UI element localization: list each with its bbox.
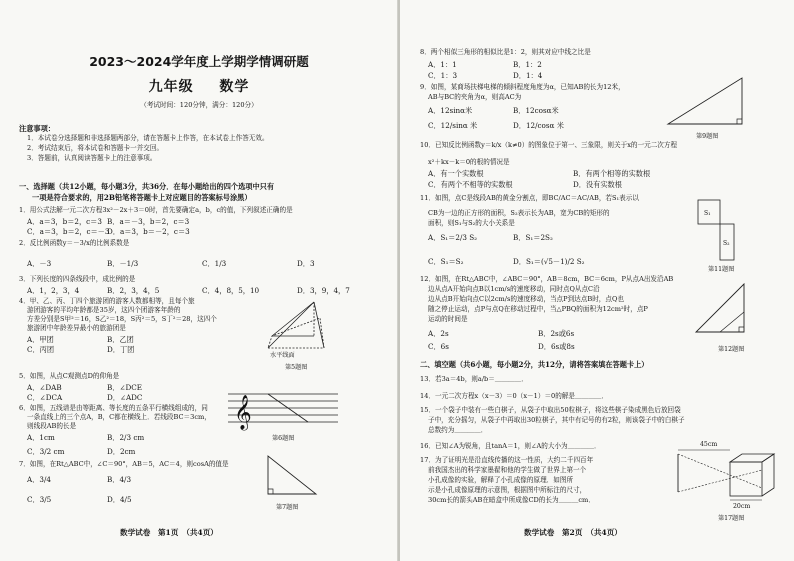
q11-option-c: C．S₁＝S₂ — [428, 257, 464, 266]
q1-options-2 — [27, 227, 202, 237]
figure-5-caption: 第5题图 — [285, 364, 308, 371]
q1-option-a: A．a＝3，b＝2，c＝3 — [27, 217, 102, 226]
q10-options — [428, 169, 683, 179]
figure-12-caption: 第12题图 — [718, 346, 745, 353]
q3-option-b: B．2，3，4，5 — [107, 286, 160, 295]
q12-option-c: C．6s — [428, 342, 449, 351]
q8-option-d: D．1：4 — [513, 71, 543, 80]
q13-text: 13．若3a＝4b，则a/b＝＿＿＿＿． — [420, 375, 528, 383]
q11-option-b: B．S₁＝2S₂ — [513, 233, 553, 242]
q6-option-b: B．2/3 cm — [107, 433, 145, 442]
figure-9-caption: 第9题图 — [696, 133, 719, 140]
q4-option-a: A．甲团 — [27, 335, 54, 344]
q1-text: 1．用公式法解一元二次方程3x²－2x＋3＝0时，首先要确定a，b，c的值，下列叙述正确的是 — [19, 206, 293, 214]
q9-options-2 — [428, 121, 593, 131]
q2-option-b: B．－1/3 — [107, 259, 139, 268]
figure-5-diagram — [262, 296, 342, 356]
q12-line-5: 运动的时间是 — [428, 315, 468, 323]
q2-text: 2．反比例函数y＝－3/x的比例系数是 — [19, 239, 130, 247]
q10-option-c: C．有两个不相等的实数根 — [428, 180, 513, 189]
figure-17-pinhole-camera — [670, 448, 780, 506]
q5-options-2 — [27, 393, 187, 403]
figure-12-triangle — [690, 278, 760, 340]
note-2: 2．考试结束后，将本试卷和答题卡一并交回。 — [27, 144, 164, 152]
q10-option-a: A．有一个实数根 — [428, 169, 484, 178]
q6-options — [27, 433, 187, 443]
q3-option-c: C．4，8，5，10 — [202, 286, 260, 295]
q2-options — [27, 259, 347, 269]
note-1: 1．本试卷分选择题和非选择题两部分，请在答题卡上作答，在本试卷上作答无效。 — [27, 134, 269, 142]
q10-option-b: B．有两个相等的实数根 — [573, 169, 651, 178]
q4-line-2: 游团游客的平均年龄都是35岁，这四个团游客年龄的 — [27, 306, 181, 314]
q17-line-5: 30cm长的箭头AB在暗盒中所成像CD的长为＿＿＿cm． — [428, 496, 595, 504]
q16-text: 16．已知∠A为锐角，且tanA＝1，则∠A的大小为＿＿＿＿． — [420, 442, 601, 450]
svg-text:S₂: S₂ — [723, 240, 730, 247]
page-1-footer: 数学试卷 第1页 （共4页） — [120, 528, 218, 537]
q12-line-4: 随之停止运动，点P与点Q在移动过程中，当△PBQ的面积为12cm²时，点P — [428, 305, 648, 313]
q9-options — [428, 106, 593, 116]
q12-options — [428, 329, 618, 339]
q3-option-d: D．3，9，4，7 — [297, 286, 350, 295]
q12-line-1: 12．如图，在Rt△ABC中，∠ABC＝90°，AB＝8cm，BC＝6cm，P从点A出发沿AB — [420, 275, 674, 283]
q2-option-d: D．3 — [297, 259, 315, 268]
q12-option-a: A．2s — [428, 329, 449, 338]
q12-option-d: D．6s或8s — [538, 342, 575, 351]
q4-line-4: 旅游团中年龄差异最小的旅游团是 — [27, 324, 126, 332]
q7-options — [27, 475, 187, 485]
time-info: （考试时间：120分钟，满分：120分） — [140, 101, 258, 109]
q5-option-a: A．∠DAB — [27, 383, 62, 392]
q7-option-d: D．4/5 — [107, 495, 132, 504]
section1-line: 一项是符合要求的，用2B铅笔将答题卡上对应题目的答案标号涂黑） — [32, 193, 252, 202]
q6-option-d: D．2cm — [107, 447, 136, 456]
q5-options — [27, 383, 187, 393]
q3-option-a: A．1，2，3，4 — [27, 286, 80, 295]
q6-line-2: 一条直线上的三个点A，B，C都在横线上．若线段BC＝3cm， — [27, 413, 211, 421]
figure-9-escalator — [662, 72, 752, 132]
q6-line-1: 6．如图，五线谱是由等距离、等长度的五条平行横线组成的，同 — [19, 404, 208, 412]
q4-line-1: 4．甲、乙、丙、丁四个旅游团的游客人数都相等，且每个旅 — [19, 297, 195, 305]
q4-line-3: 方差分别是S甲²＝16，S乙²＝18，S丙²＝5，S丁²＝28，这四个 — [27, 315, 217, 323]
q5-text: 5．如图，从点C观测点D的仰角是 — [19, 372, 120, 380]
figure-7-triangle — [262, 452, 322, 500]
q9-option-b: B．12cosα米 — [513, 106, 559, 115]
figure-11-squares — [692, 196, 752, 264]
q11-line-3: 面积，则S₁与S₂的大小关系是 — [428, 219, 515, 227]
note-3: 3．答题前，认真阅读答题卡上的注意事项。 — [27, 154, 157, 162]
q8-options-2 — [428, 71, 593, 81]
q3-options — [27, 286, 367, 296]
q15-line-1: 15．一个袋子中装有一些白棋子，从袋子中取出50粒棋子，将这些棋子染成黑色后放回袋 — [420, 406, 681, 414]
q9-option-d: D．12/cosα 米 — [513, 121, 564, 130]
q6-option-c: C．3/2 cm — [27, 447, 65, 456]
page-2-footer: 数学试卷 第2页 （共4页） — [524, 528, 622, 537]
q12-line-3: 边从点B开始向点C以2cm/s的速度移动，当点P到达点B时，点Q也 — [428, 295, 624, 303]
q6-line-3: 则线段AB的长是 — [27, 422, 77, 430]
figure-6-caption: 第6题图 — [272, 435, 295, 442]
figure-5-label: 水平线面 — [270, 352, 295, 359]
q8-option-b: B．1：2 — [513, 60, 542, 69]
q7-text: 7．如图，在Rt△ABC中，∠C＝90°，AB＝5，AC＝4，则cosA的值是 — [19, 460, 229, 468]
q17-line-3: 小孔成像的实验，解释了小孔成像的原理．如图所 — [428, 476, 574, 484]
q1-option-d: D．a＝3，b＝－2，c＝3 — [107, 227, 190, 236]
q5-option-c: C．∠DCA — [27, 393, 63, 402]
figure-11-caption: 第11题图 — [708, 266, 735, 273]
q12-option-b: B．2s或6s — [538, 329, 575, 338]
q10-options-2 — [428, 180, 683, 190]
figure-6-staff — [228, 388, 338, 430]
q11-line-1: 11．如图，点C是线段AB的黄金分割点，即BC/AC＝AC/AB，若S₁表示以 — [420, 194, 639, 202]
q1-options — [27, 217, 202, 227]
section1-heading: 一、选择题（共12小题，每小题3分，共36分．在每小题给出的四个选项中只有 — [19, 182, 275, 191]
q3-text: 3．下列长度的四条线段中，成比例的是 — [19, 275, 136, 283]
section2-heading: 二、填空题（共6小题，每小题2分，共12分，请将答案填在答题卡上） — [420, 360, 649, 369]
q5-option-d: D．∠ADC — [107, 393, 143, 402]
q9-line-2: AB与BC的夹角为α，则高AC为 — [428, 93, 522, 101]
q4-options — [27, 335, 187, 345]
q9-option-c: C．12/sinα 米 — [428, 121, 478, 130]
q12-options-2 — [428, 342, 618, 352]
grade-subject — [0, 76, 398, 96]
q17-line-2: 前我国杰出的科学家墨翟和他的学生做了世界上第一个 — [428, 466, 587, 474]
q9-option-a: A．12sinα米 — [428, 106, 473, 115]
q4-option-b: B．乙团 — [107, 335, 134, 344]
q1-option-b: B．a＝－3，b＝2，c＝3 — [107, 217, 190, 226]
q10-line-1: 10．已知反比例函数y＝k/x（k≠0）的图象位于第一、三象限，则关于x的一元二次方程 — [420, 141, 678, 149]
q11-options — [428, 233, 593, 243]
q4-option-d: D．丁团 — [107, 345, 135, 354]
q4-options-2 — [27, 345, 187, 355]
q7-option-c: C．3/5 — [27, 495, 52, 504]
q11-options-2 — [428, 257, 623, 267]
q12-line-2: 边从点A开始向点B以1cm/s的速度移动，同时点Q从点C沿 — [428, 285, 600, 293]
q17-line-1: 17．为了证明光是沿直线传播的这一性质，大约二千四百年 — [420, 456, 594, 464]
q11-option-a: A．S₁＝2/3 S₂ — [428, 233, 478, 242]
q15-line-3: 总数约为＿＿＿＿． — [428, 426, 488, 434]
svg-text:S₁: S₁ — [704, 210, 711, 217]
svg-text:𝄞: 𝄞 — [234, 395, 252, 430]
q7-option-b: B．4/3 — [107, 475, 132, 484]
q15-line-2: 子中，充分摇匀，从袋子中再取出30粒棋子，其中有记号的有2粒，则该袋子中的白棋子 — [428, 416, 685, 424]
q7-options-2 — [27, 495, 187, 505]
q9-line-1: 9．如图，某商场扶梯电梯的倾斜程度角度为α，已知AB的长为12米， — [420, 83, 625, 91]
figure-17-label-depth: 20cm — [733, 503, 751, 510]
q17-line-4: 示是小孔成像原理的示意图，根据图中所标注的尺寸， — [428, 486, 587, 494]
q5-option-b: B．∠DCE — [107, 383, 143, 392]
q1-option-c: C．a＝3，b＝2，c＝－3 — [27, 227, 110, 236]
figure-7-caption: 第7题图 — [276, 504, 299, 511]
exam-page-2 — [400, 0, 794, 561]
figure-17-label-distance: 45cm — [700, 441, 718, 448]
q8-options — [428, 60, 593, 70]
q11-option-d: D．S₁＝(√5－1)/2 S₂ — [513, 257, 585, 266]
notes-heading: 注意事项： — [19, 124, 55, 133]
figure-17-caption: 第17题图 — [718, 515, 745, 522]
q6-option-a: A．1cm — [27, 433, 55, 442]
q4-option-c: C．丙团 — [27, 345, 55, 354]
q14-text: 14．一元二次方程x（x－3）＝0（x－1）＝0的解是＿＿＿＿． — [420, 392, 608, 400]
exam-title: 2023～2024学年度上学期学情调研题 — [89, 54, 309, 69]
q8-text: 8．两个相似三角形的相似比是1：2，则其对应中线之比是 — [420, 48, 591, 56]
q7-option-a: A．3/4 — [27, 475, 51, 484]
subject-label: 数学 — [219, 79, 250, 95]
q2-option-a: A．－3 — [27, 259, 52, 268]
q11-line-2: CB为一边的正方形的面积，S₂表示长为AB，宽为CB的矩形的 — [428, 209, 610, 217]
q8-option-a: A．1：1 — [428, 60, 457, 69]
q8-option-c: C．1：3 — [428, 71, 458, 80]
q10-option-d: D．没有实数根 — [573, 180, 622, 189]
q10-line-2: x²＋kx－k＝0的根的情况是 — [428, 158, 510, 166]
q6-options-2 — [27, 447, 187, 457]
grade-label: 九年级 — [148, 79, 194, 95]
q2-option-c: C．1/3 — [202, 259, 227, 268]
